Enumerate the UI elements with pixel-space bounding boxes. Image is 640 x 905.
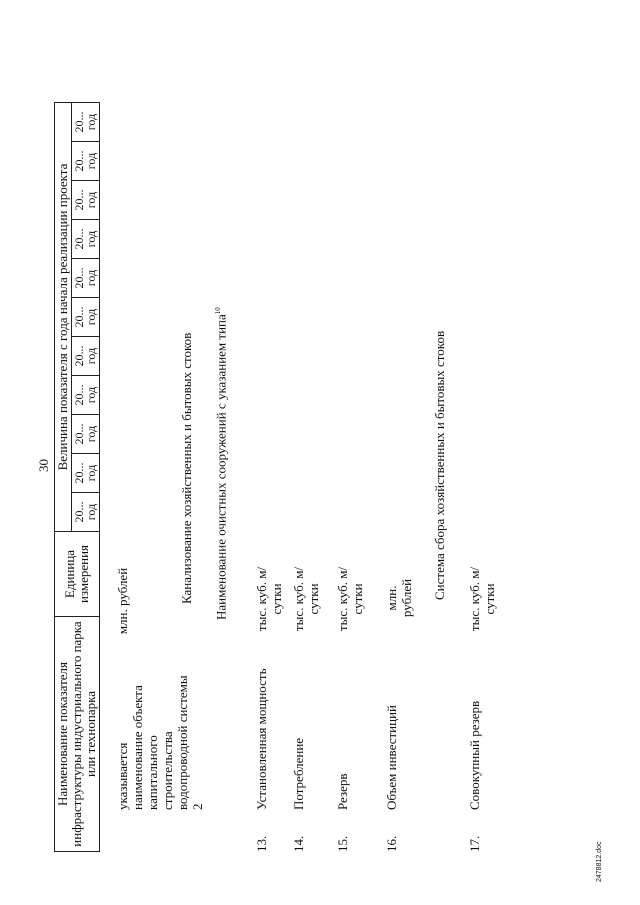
- row-14-num: 14.: [291, 835, 306, 852]
- rotated-sheet: [30, 22, 610, 882]
- year-header-cell: [71, 376, 99, 415]
- row-15-unit: тыс. куб. м/ сутки: [335, 566, 365, 632]
- year-header-cell: [71, 298, 99, 337]
- section-collection-system: Система сбора хозяйственных и бытовых стоков: [432, 330, 447, 600]
- year-suffix: год: [84, 152, 99, 170]
- page-number: 30: [36, 459, 51, 472]
- section-treatment-facilities: [214, 307, 229, 620]
- year-header-cell: [71, 454, 99, 493]
- year-suffix: год: [84, 230, 99, 248]
- year-label: 20...: [71, 384, 86, 406]
- year-suffix: год: [84, 347, 99, 365]
- year-suffix: год: [84, 308, 99, 326]
- year-header-cell: [71, 142, 99, 181]
- year-suffix: год: [84, 503, 99, 521]
- row-14-unit: тыс. куб. м/ сутки: [291, 566, 321, 632]
- year-suffix: год: [84, 191, 99, 209]
- section-treatment-text: Наименование очистных сооружений с указанием типа: [213, 314, 229, 620]
- row-16-num: 16.: [384, 835, 399, 852]
- intro-unit: млн. рублей: [115, 567, 130, 635]
- year-header-cell: [71, 493, 99, 532]
- row-16-name: Объем инвестиций: [384, 705, 399, 810]
- row-17-unit: тыс. куб. м/ сутки: [467, 566, 497, 632]
- year-label: 20...: [71, 345, 86, 367]
- year-label: 20...: [71, 462, 86, 484]
- year-header-cell: [71, 337, 99, 376]
- year-suffix: год: [84, 464, 99, 482]
- year-label: 20...: [71, 189, 86, 211]
- header-name-cell: Наименование показателя инфраструктуры индустриального парка или технопарка: [55, 617, 100, 852]
- year-suffix: год: [84, 386, 99, 404]
- row-13-unit: тыс. куб. м/ сутки: [254, 566, 284, 632]
- row-15-name: Резерв: [335, 773, 350, 810]
- doc-id: 2478812.doc: [596, 841, 603, 882]
- year-header-cell: [71, 415, 99, 454]
- year-label: 20...: [71, 306, 86, 328]
- year-suffix: год: [84, 425, 99, 443]
- year-header-cell: [71, 220, 99, 259]
- intro-name: указывается наименование объекта капитального строительства водопроводной системы 2: [115, 675, 205, 810]
- year-header-cell: [71, 103, 99, 142]
- year-label: 20...: [71, 228, 86, 250]
- row-17-name: Совокупный резерв: [467, 700, 482, 810]
- header-value-cell: Величина показателя с года начала реализации проекта: [55, 103, 72, 532]
- row-13-name: Установленная мощность: [254, 668, 269, 810]
- year-label: 20...: [71, 501, 86, 523]
- year-header-cell: [71, 259, 99, 298]
- row-15-num: 15.: [335, 835, 350, 852]
- row-17-num: 17.: [467, 835, 482, 852]
- year-label: 20...: [71, 150, 86, 172]
- header-unit-cell: Единица измерения: [55, 532, 100, 617]
- year-header-cell: [71, 181, 99, 220]
- footnote-ref: 10: [214, 307, 222, 315]
- year-suffix: год: [84, 269, 99, 287]
- year-suffix: год: [84, 113, 99, 131]
- header-table: [54, 102, 100, 852]
- year-label: 20...: [71, 267, 86, 289]
- row-14-name: Потребление: [291, 737, 306, 810]
- year-label: 20...: [71, 423, 86, 445]
- row-13-num: 13.: [254, 835, 269, 852]
- row-16-unit: млн. рублей: [384, 578, 414, 618]
- year-label: 20...: [71, 111, 86, 133]
- section-canalization: Канализование хозяйственных и бытовых стоков: [179, 332, 194, 604]
